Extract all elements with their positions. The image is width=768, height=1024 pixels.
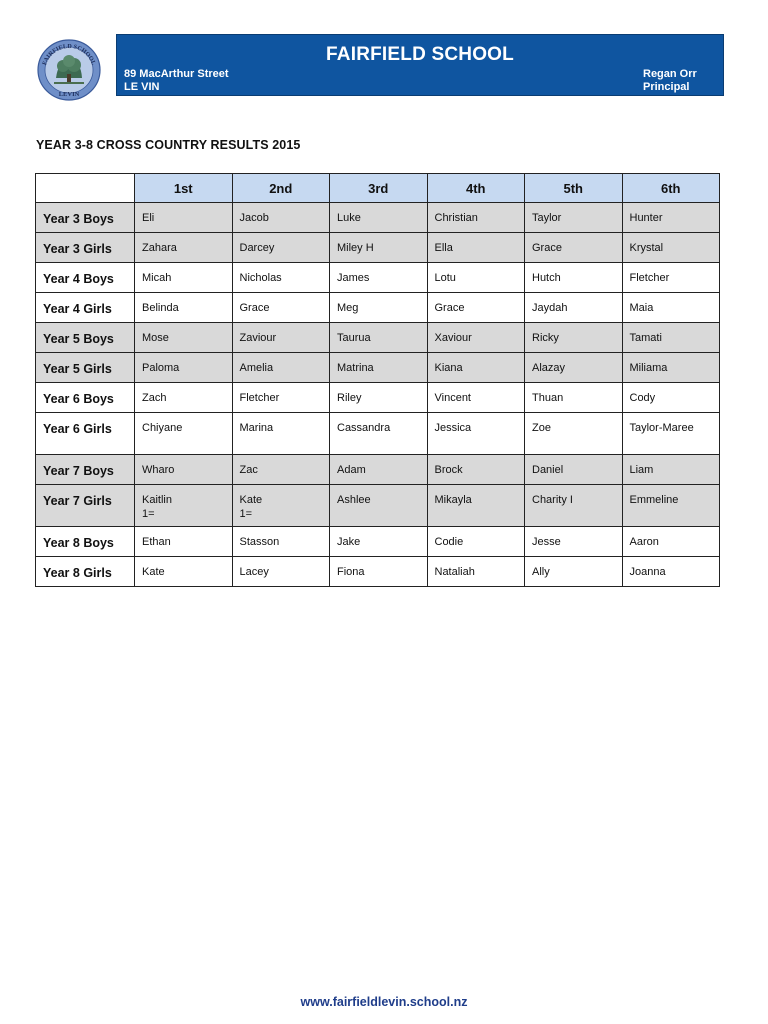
table-cell: Grace	[427, 293, 525, 323]
school-crest-icon	[36, 38, 102, 102]
table-cell: Jake	[330, 527, 428, 557]
row-label: Year 8 Girls	[36, 557, 135, 587]
row-label: Year 6 Girls	[36, 413, 135, 455]
table-cell: Stasson	[232, 527, 330, 557]
table-cell: Ashlee	[330, 485, 428, 527]
table-cell: Codie	[427, 527, 525, 557]
table-row	[36, 323, 720, 353]
table-cell: Ethan	[135, 527, 233, 557]
table-cell: Charity I	[525, 485, 623, 527]
table-cell: Chiyane	[135, 413, 233, 455]
table-cell: Zac	[232, 455, 330, 485]
table-cell: James	[330, 263, 428, 293]
table-cell: Belinda	[135, 293, 233, 323]
svg-text:LEVIN: LEVIN	[58, 91, 80, 98]
table-cell: Zoe	[525, 413, 623, 455]
principal-block	[643, 68, 697, 94]
table-cell: Fiona	[330, 557, 428, 587]
table-cell: Zahara	[135, 233, 233, 263]
column-header: 2nd	[232, 174, 330, 203]
table-cell: Taurua	[330, 323, 428, 353]
table-cell: Kiana	[427, 353, 525, 383]
principal-name: Regan Orr	[643, 68, 697, 80]
table-cell: Grace	[525, 233, 623, 263]
table-cell: Cassandra	[330, 413, 428, 455]
table-cell: Matrina	[330, 353, 428, 383]
table-cell: Fletcher	[622, 263, 720, 293]
table-cell: Fletcher	[232, 383, 330, 413]
table-row	[36, 455, 720, 485]
table-cell: Daniel	[525, 455, 623, 485]
table-cell: Vincent	[427, 383, 525, 413]
table-row	[36, 485, 720, 527]
table-cell: Jaydah	[525, 293, 623, 323]
table-cell: Miliama	[622, 353, 720, 383]
table-cell: Nataliah	[427, 557, 525, 587]
table-cell: Marina	[232, 413, 330, 455]
table-cell: Ricky	[525, 323, 623, 353]
table-cell: Maia	[622, 293, 720, 323]
address-street: 89 MacArthur Street	[124, 68, 229, 80]
table-row	[36, 293, 720, 323]
column-header: 6th	[622, 174, 720, 203]
table-row	[36, 353, 720, 383]
table-cell: Jessica	[427, 413, 525, 455]
table-cell: Taylor	[525, 203, 623, 233]
row-label: Year 8 Boys	[36, 527, 135, 557]
corner-cell	[36, 174, 135, 203]
table-cell: Kaitlin 1=	[135, 485, 233, 527]
table-cell: Nicholas	[232, 263, 330, 293]
row-label: Year 4 Boys	[36, 263, 135, 293]
table-cell: Ella	[427, 233, 525, 263]
table-cell: Xaviour	[427, 323, 525, 353]
table-cell: Micah	[135, 263, 233, 293]
principal-title: Principal	[643, 81, 690, 93]
table-cell: Emmeline	[622, 485, 720, 527]
row-label: Year 7 Girls	[36, 485, 135, 527]
row-label: Year 4 Girls	[36, 293, 135, 323]
table-cell: Zaviour	[232, 323, 330, 353]
table-row	[36, 413, 720, 455]
table-cell: Joanna	[622, 557, 720, 587]
column-header: 4th	[427, 174, 525, 203]
website-link[interactable]: www.fairfieldlevin.school.nz	[300, 995, 468, 1009]
column-header: 3rd	[330, 174, 428, 203]
table-cell: Kate	[135, 557, 233, 587]
table-cell: Mose	[135, 323, 233, 353]
table-cell: Tamati	[622, 323, 720, 353]
table-cell: Lacey	[232, 557, 330, 587]
column-header: 5th	[525, 174, 623, 203]
table-row	[36, 383, 720, 413]
table-cell: Luke	[330, 203, 428, 233]
table-row	[36, 527, 720, 557]
row-label: Year 3 Boys	[36, 203, 135, 233]
row-label: Year 5 Boys	[36, 323, 135, 353]
table-cell: Ally	[525, 557, 623, 587]
table-cell: Riley	[330, 383, 428, 413]
table-row	[36, 233, 720, 263]
header-banner	[116, 34, 724, 96]
table-cell: Brock	[427, 455, 525, 485]
table-cell: Jesse	[525, 527, 623, 557]
row-label: Year 5 Girls	[36, 353, 135, 383]
school-logo	[36, 38, 102, 102]
results-table	[35, 173, 720, 587]
header-row	[36, 174, 720, 203]
table-cell: Miley H	[330, 233, 428, 263]
table-row	[36, 557, 720, 587]
row-label: Year 6 Boys	[36, 383, 135, 413]
table-cell: Wharo	[135, 455, 233, 485]
school-name: FAIRFIELD SCHOOL	[326, 44, 514, 65]
table-cell: Paloma	[135, 353, 233, 383]
table-cell: Liam	[622, 455, 720, 485]
row-label: Year 7 Boys	[36, 455, 135, 485]
table-cell: Hunter	[622, 203, 720, 233]
table-cell: Mikayla	[427, 485, 525, 527]
table-row	[36, 203, 720, 233]
table-cell: Amelia	[232, 353, 330, 383]
address-town: LE VIN	[124, 81, 160, 93]
table-cell: Cody	[622, 383, 720, 413]
table-cell: Christian	[427, 203, 525, 233]
table-cell: Adam	[330, 455, 428, 485]
table-cell: Alazay	[525, 353, 623, 383]
table-cell: Aaron	[622, 527, 720, 557]
row-label: Year 3 Girls	[36, 233, 135, 263]
table-cell: Jacob	[232, 203, 330, 233]
document-title: YEAR 3-8 CROSS COUNTRY RESULTS 2015	[36, 138, 301, 152]
table-cell: Taylor-Maree	[622, 413, 720, 455]
table-cell: Darcey	[232, 233, 330, 263]
table-cell: Hutch	[525, 263, 623, 293]
table-cell: Lotu	[427, 263, 525, 293]
table-cell: Eli	[135, 203, 233, 233]
column-header: 1st	[135, 174, 233, 203]
school-address	[124, 68, 229, 94]
table-cell: Zach	[135, 383, 233, 413]
table-cell: Krystal	[622, 233, 720, 263]
table-cell: Grace	[232, 293, 330, 323]
table-cell: Thuan	[525, 383, 623, 413]
table-cell: Meg	[330, 293, 428, 323]
table-cell: Kate 1=	[232, 485, 330, 527]
svg-text:FAIRFIELD SCHOOL: FAIRFIELD SCHOOL	[41, 42, 97, 67]
table-row	[36, 263, 720, 293]
